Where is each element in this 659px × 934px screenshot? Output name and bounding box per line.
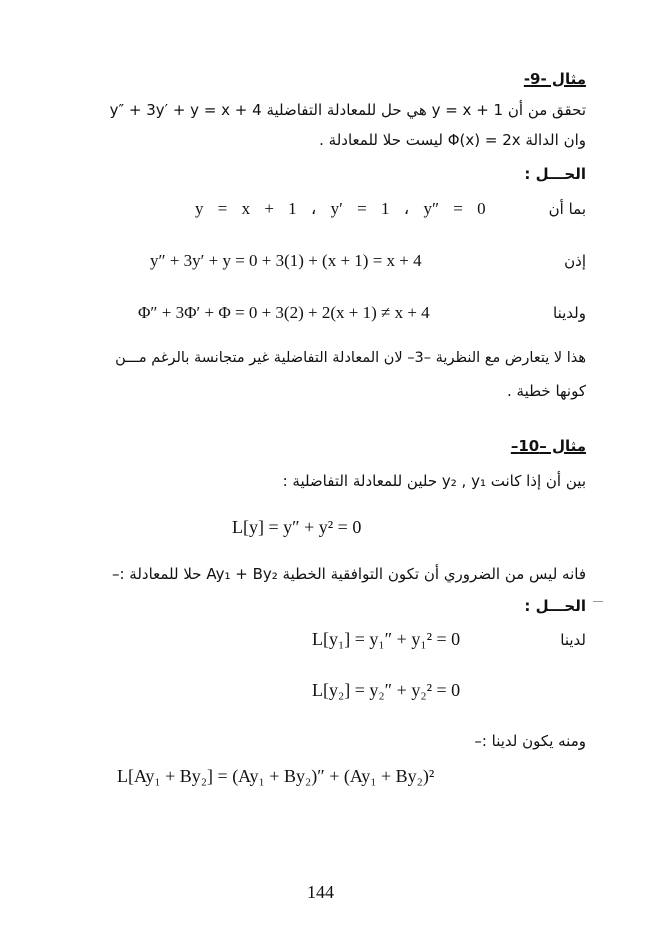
equation-y2: L[y₂] = y₂″ + y₂² = 0 [312, 680, 461, 700]
hence-label: إذن [564, 252, 586, 270]
therefore-text: ومنه يكون لدينا :– [474, 732, 586, 750]
example-9-statement-line-2: وان الدالة Φ(x) = 2x ليست حلا للمعادلة . [319, 131, 586, 149]
we-have-label-2: لدينا [560, 631, 586, 649]
example-10-intro: بين أن إذا كانت y₂ , y₁ حلين للمعادلة التفاضلية : [282, 472, 586, 490]
we-have-label: ولدينا [553, 304, 586, 322]
example-10-heading: مثال –10– [510, 437, 586, 455]
operator-equation: L[y] = y″ + y² = 0 [232, 517, 362, 537]
example-10-solution-label: الحـــل : [524, 597, 586, 615]
example-10-claim: فانه ليس من الضروري أن تكون التوافقية الخطية Ay₁ + By₂ حلا للمعادلة :– [111, 565, 586, 583]
note-line-1: هذا لا يتعارض مع النظرية –3– لان المعادلة التفاضلية غير متجانسة بالرغم مـــن [115, 350, 586, 366]
phi-equation: Φ″ + 3Φ′ + Φ = 0 + 3(2) + 2(x + 1) ≠ x + 4 [138, 303, 430, 322]
since-equations: y = x + 1 ، y′ = 1 ، y″ = 0 [195, 199, 486, 218]
note-line-2: كونها خطية . [507, 382, 586, 400]
example-9-statement-line-1: تحقق من أن y = x + 1 هي حل للمعادلة التفاضلية y″ + 3y′ + y = x + 4 [109, 101, 586, 119]
since-label: بما أن [548, 200, 586, 218]
stray-mark [593, 601, 603, 602]
final-equation: L[Ay₁ + By₂] = (Ay₁ + By₂)″ + (Ay₁ + By₂)² [117, 766, 435, 786]
example-9-solution-label: الحـــل : [524, 165, 586, 183]
hence-equation: y″ + 3y′ + y = 0 + 3(1) + (x + 1) = x + 4 [150, 251, 422, 270]
page-number: 144 [307, 882, 334, 902]
example-9-heading: مثال -9- [523, 70, 586, 88]
equation-y1: L[y₁] = y₁″ + y₁² = 0 [312, 629, 461, 649]
